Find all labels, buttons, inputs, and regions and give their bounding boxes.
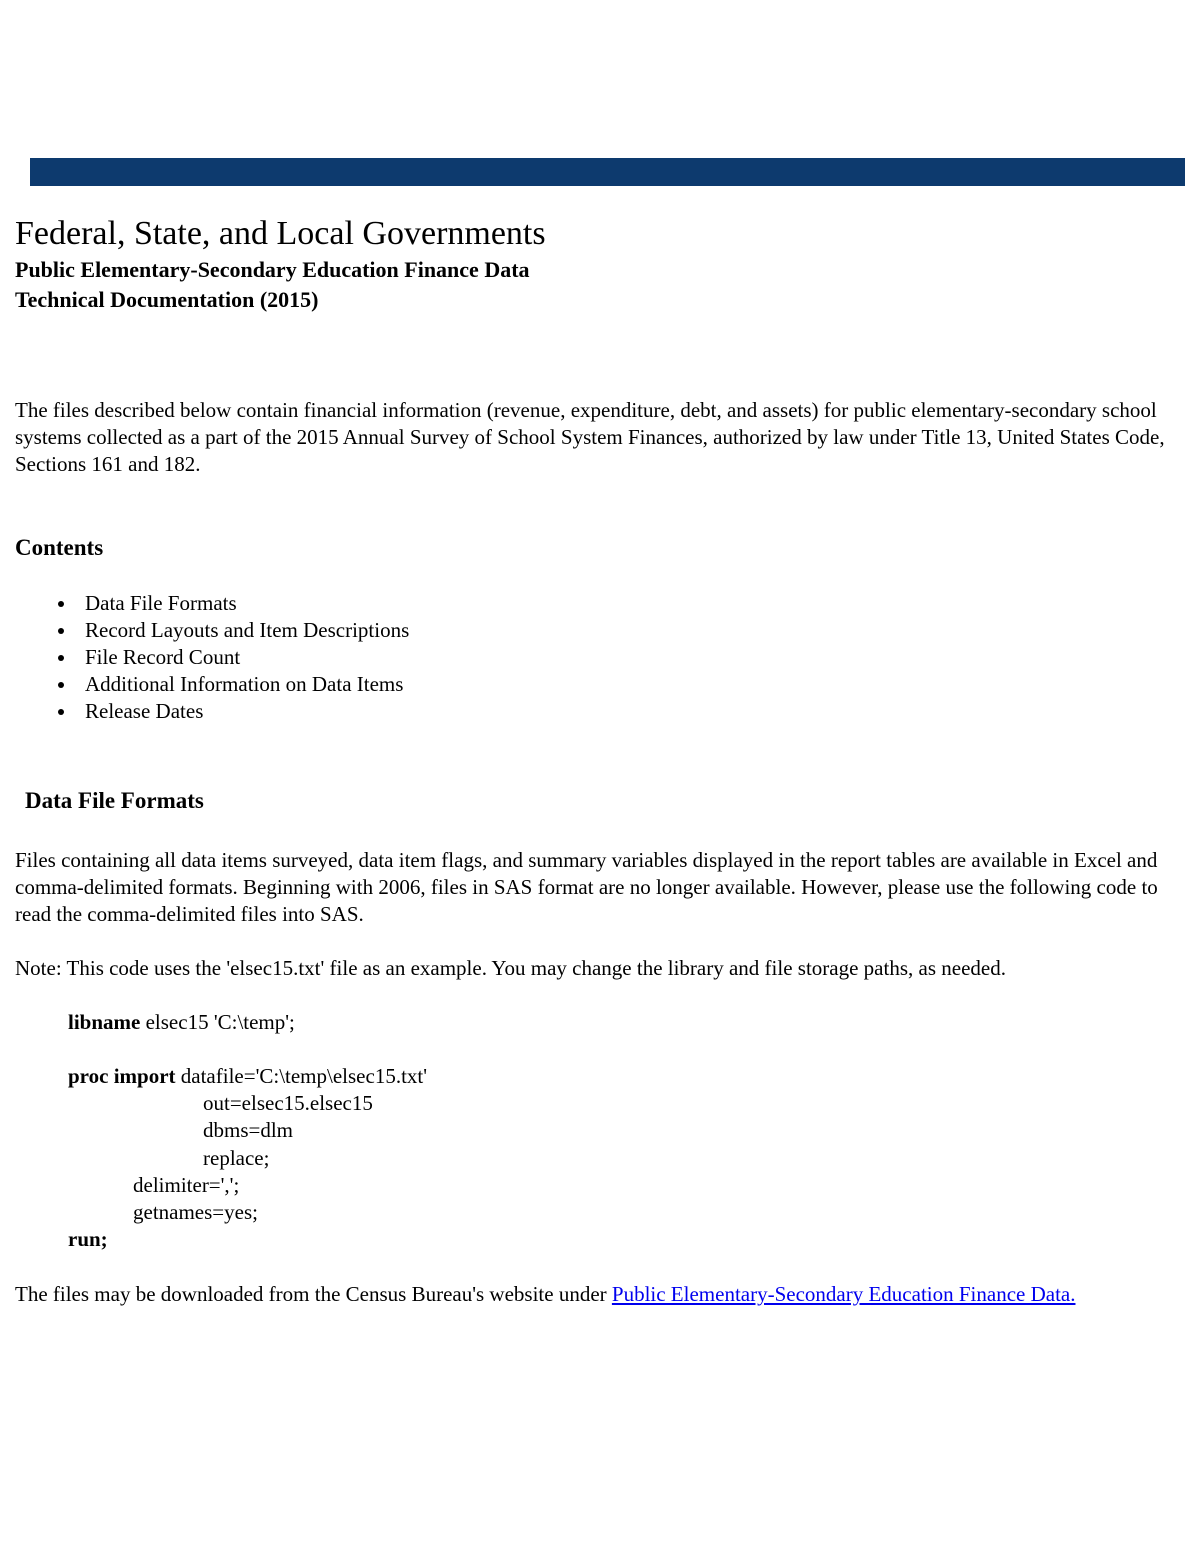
page-subtitle: Public Elementary-Secondary Education Finance Data [15, 257, 530, 282]
contents-item-file-record-count[interactable] [0, 644, 409, 671]
data-file-formats-heading: Data File Formats [25, 788, 204, 813]
code-replace-line: replace; [203, 1146, 270, 1170]
contents-item-release-dates[interactable] [0, 698, 409, 725]
contents-item-label: Data File Formats [85, 591, 237, 615]
contents-item-label: Additional Information on Data Items [85, 672, 404, 696]
code-getnames-line: getnames=yes; [133, 1200, 258, 1224]
header-banner [30, 158, 1185, 186]
code-keyword: proc import [68, 1064, 176, 1088]
code-keyword: run; [68, 1227, 108, 1251]
code-run-line [68, 1226, 108, 1253]
page-subtitle-doc: Technical Documentation (2015) [15, 287, 319, 312]
contents-item-label: File Record Count [85, 645, 241, 669]
bullet-icon [58, 682, 64, 688]
note-paragraph: Note: This code uses the 'elsec15.txt' file as an example. You may change the library and file storage paths, as needed. [15, 956, 1006, 980]
page-title: Federal, State, and Local Governments [15, 215, 546, 252]
download-prefix: The files may be downloaded from the Census Bureau's website under [15, 1282, 612, 1306]
bullet-icon [58, 628, 64, 634]
download-paragraph [15, 1281, 1185, 1308]
contents-list [0, 590, 409, 725]
code-delimiter-line: delimiter=','; [133, 1173, 240, 1197]
intro-paragraph: The files described below contain financial information (revenue, expenditure, debt, and assets) for public elementary-secondary school systems collected as a part of the 2015 Annual Survey of School System Finances, authorized by law under Title 13, United States Code, Sections 161 and 182. [15, 398, 1165, 476]
contents-item-additional-information[interactable] [0, 671, 409, 698]
code-text: datafile='C:\temp\elsec15.txt' [175, 1064, 428, 1088]
data-file-formats-paragraph: Files containing all data items surveyed, data item flags, and summary variables displayed in the report tables are available in Excel and comma-delimited formats. Beginning with 2006, files in SAS format are no longer available. However, please use the following code to read the comma-delimited files into SAS. [15, 848, 1158, 926]
code-text: elsec15 'C:\temp'; [140, 1010, 295, 1034]
code-libname-line [68, 1009, 295, 1036]
contents-item-label: Record Layouts and Item Descriptions [85, 618, 410, 642]
contents-item-record-layouts[interactable] [0, 617, 409, 644]
contents-item-label: Release Dates [85, 699, 204, 723]
finance-data-link[interactable]: Public Elementary-Secondary Education Finance Data. [611, 1282, 1076, 1306]
bullet-icon [58, 601, 64, 607]
code-out-line: out=elsec15.elsec15 [203, 1091, 373, 1115]
contents-heading: Contents [15, 535, 104, 560]
code-proc-import-line [68, 1063, 427, 1090]
contents-item-data-file-formats[interactable] [0, 590, 409, 617]
bullet-icon [58, 709, 64, 715]
bullet-icon [58, 655, 64, 661]
code-keyword: libname [68, 1010, 141, 1034]
code-dbms-line: dbms=dlm [203, 1118, 294, 1142]
